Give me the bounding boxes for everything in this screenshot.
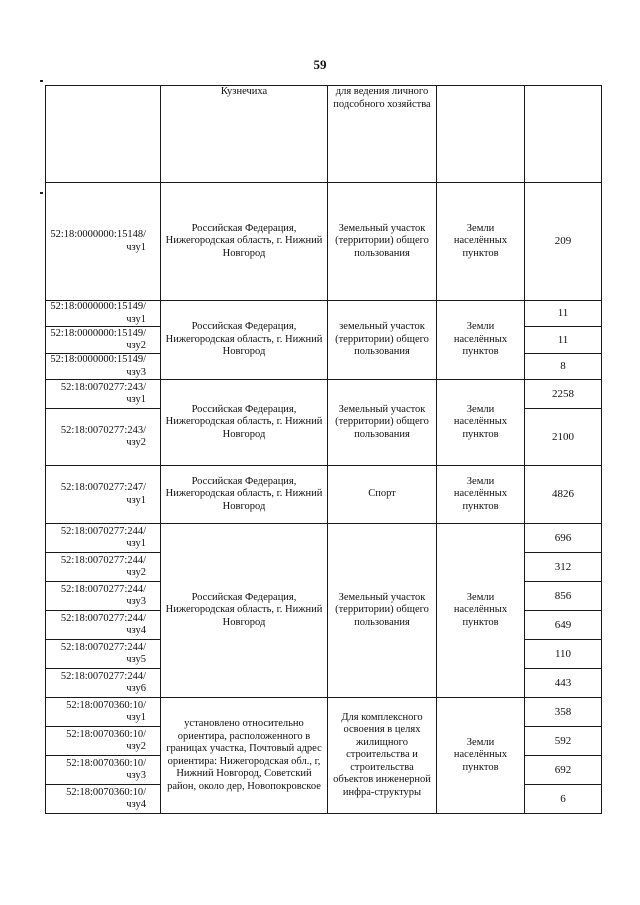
- category-cell: [437, 86, 525, 183]
- category-cell: Земли населённых пунктов: [437, 301, 525, 380]
- area-cell: 649: [525, 611, 602, 640]
- address-cell: Кузнечиха: [161, 86, 328, 183]
- address-cell: Российская Федерация, Нижегородская область, г. Нижний Новгород: [161, 301, 328, 380]
- area-cell: 2258: [525, 380, 602, 409]
- purpose-cell: для ведения личного подсобного хозяйства: [328, 86, 437, 183]
- category-cell: Земли населённых пунктов: [437, 380, 525, 466]
- cadastral-cell: 52:18:0070277:244/чзу1: [46, 524, 161, 553]
- cadastral-cell: 52:18:0070277:244/чзу6: [46, 669, 161, 698]
- table-row: [46, 698, 602, 727]
- table-row-continuation: [46, 86, 602, 183]
- margin-tick: [40, 192, 43, 194]
- area-cell: 696: [525, 524, 602, 553]
- category-cell: Земли населённых пунктов: [437, 698, 525, 814]
- area-cell: 110: [525, 640, 602, 669]
- area-cell: 2100: [525, 409, 602, 466]
- area-cell: 8: [525, 354, 602, 380]
- cadastral-cell: 52:18:0070360:10/чзу2: [46, 727, 161, 756]
- area-cell: 856: [525, 582, 602, 611]
- area-cell: [525, 86, 602, 183]
- purpose-cell: Земельный участок (территории) общего пользования: [328, 524, 437, 698]
- purpose-cell: земельный участок (территории) общего пользования: [328, 301, 437, 380]
- cadastral-cell: 52:18:0070277:247/чзу1: [46, 466, 161, 524]
- cadastral-cell: 52:18:0070277:243/чзу1: [46, 380, 161, 409]
- cadastral-cell: 52:18:0070360:10/чзу3: [46, 756, 161, 785]
- table-row: [46, 380, 602, 409]
- area-cell: 11: [525, 327, 602, 354]
- address-cell: Российская Федерация, Нижегородская область, г. Нижний Новгород: [161, 466, 328, 524]
- purpose-cell: Земельный участок (территории) общего пользования: [328, 183, 437, 301]
- cadastral-cell: 52:18:0070360:10/чзу4: [46, 785, 161, 814]
- area-cell: 6: [525, 785, 602, 814]
- purpose-cell: Для комплексного освоения в целях жилищного строительства и строительства объектов инженерной инфра-структуры: [328, 698, 437, 814]
- cadastral-cell: 52:18:0000000:15148/чзу1: [46, 183, 161, 301]
- cadastral-cell: 52:18:0070277:244/чзу4: [46, 611, 161, 640]
- cadastral-cell: 52:18:0000000:15149/чзу2: [46, 327, 161, 354]
- area-cell: 443: [525, 669, 602, 698]
- cadastral-cell: 52:18:0070277:243/чзу2: [46, 409, 161, 466]
- purpose-cell: Спорт: [328, 466, 437, 524]
- area-cell: 692: [525, 756, 602, 785]
- address-cell: Российская Федерация, Нижегородская область, г. Нижний Новгород: [161, 380, 328, 466]
- cadastral-cell: 52:18:0070360:10/чзу1: [46, 698, 161, 727]
- category-cell: Земли населённых пунктов: [437, 524, 525, 698]
- cadastral-cell: 52:18:0070277:244/чзу2: [46, 553, 161, 582]
- table-row: [46, 524, 602, 553]
- address-cell: Российская Федерация, Нижегородская область, г. Нижний Новгород: [161, 524, 328, 698]
- area-cell: 358: [525, 698, 602, 727]
- page-number: 59: [313, 57, 327, 72]
- table-row: [46, 183, 602, 301]
- margin-tick: [40, 80, 43, 82]
- area-cell: 312: [525, 553, 602, 582]
- area-cell: 4826: [525, 466, 602, 524]
- cadastral-cell: 52:18:0000000:15149/чзу1: [46, 301, 161, 327]
- cadastral-cell: 52:18:0070277:244/чзу3: [46, 582, 161, 611]
- cadastral-cell: [46, 86, 161, 183]
- cadastral-cell: 52:18:0070277:244/чзу5: [46, 640, 161, 669]
- area-cell: 11: [525, 301, 602, 327]
- area-cell: 592: [525, 727, 602, 756]
- category-cell: Земли населённых пунктов: [437, 466, 525, 524]
- category-cell: Земли населённых пунктов: [437, 183, 525, 301]
- area-cell: 209: [525, 183, 602, 301]
- cadastral-cell: 52:18:0000000:15149/чзу3: [46, 354, 161, 380]
- table-row: [46, 301, 602, 327]
- address-cell: Российская Федерация, Нижегородская область, г. Нижний Новгород: [161, 183, 328, 301]
- table-row: [46, 466, 602, 524]
- address-cell: установлено относительно ориентира, расположенного в границах участка, Почтовый адрес ориентира: Нижегородская обл., г, Нижний Новгород, Советский район, около дер, Новопокровское: [161, 698, 328, 814]
- land-plots-table: [45, 85, 602, 814]
- purpose-cell: Земельный участок (территории) общего пользования: [328, 380, 437, 466]
